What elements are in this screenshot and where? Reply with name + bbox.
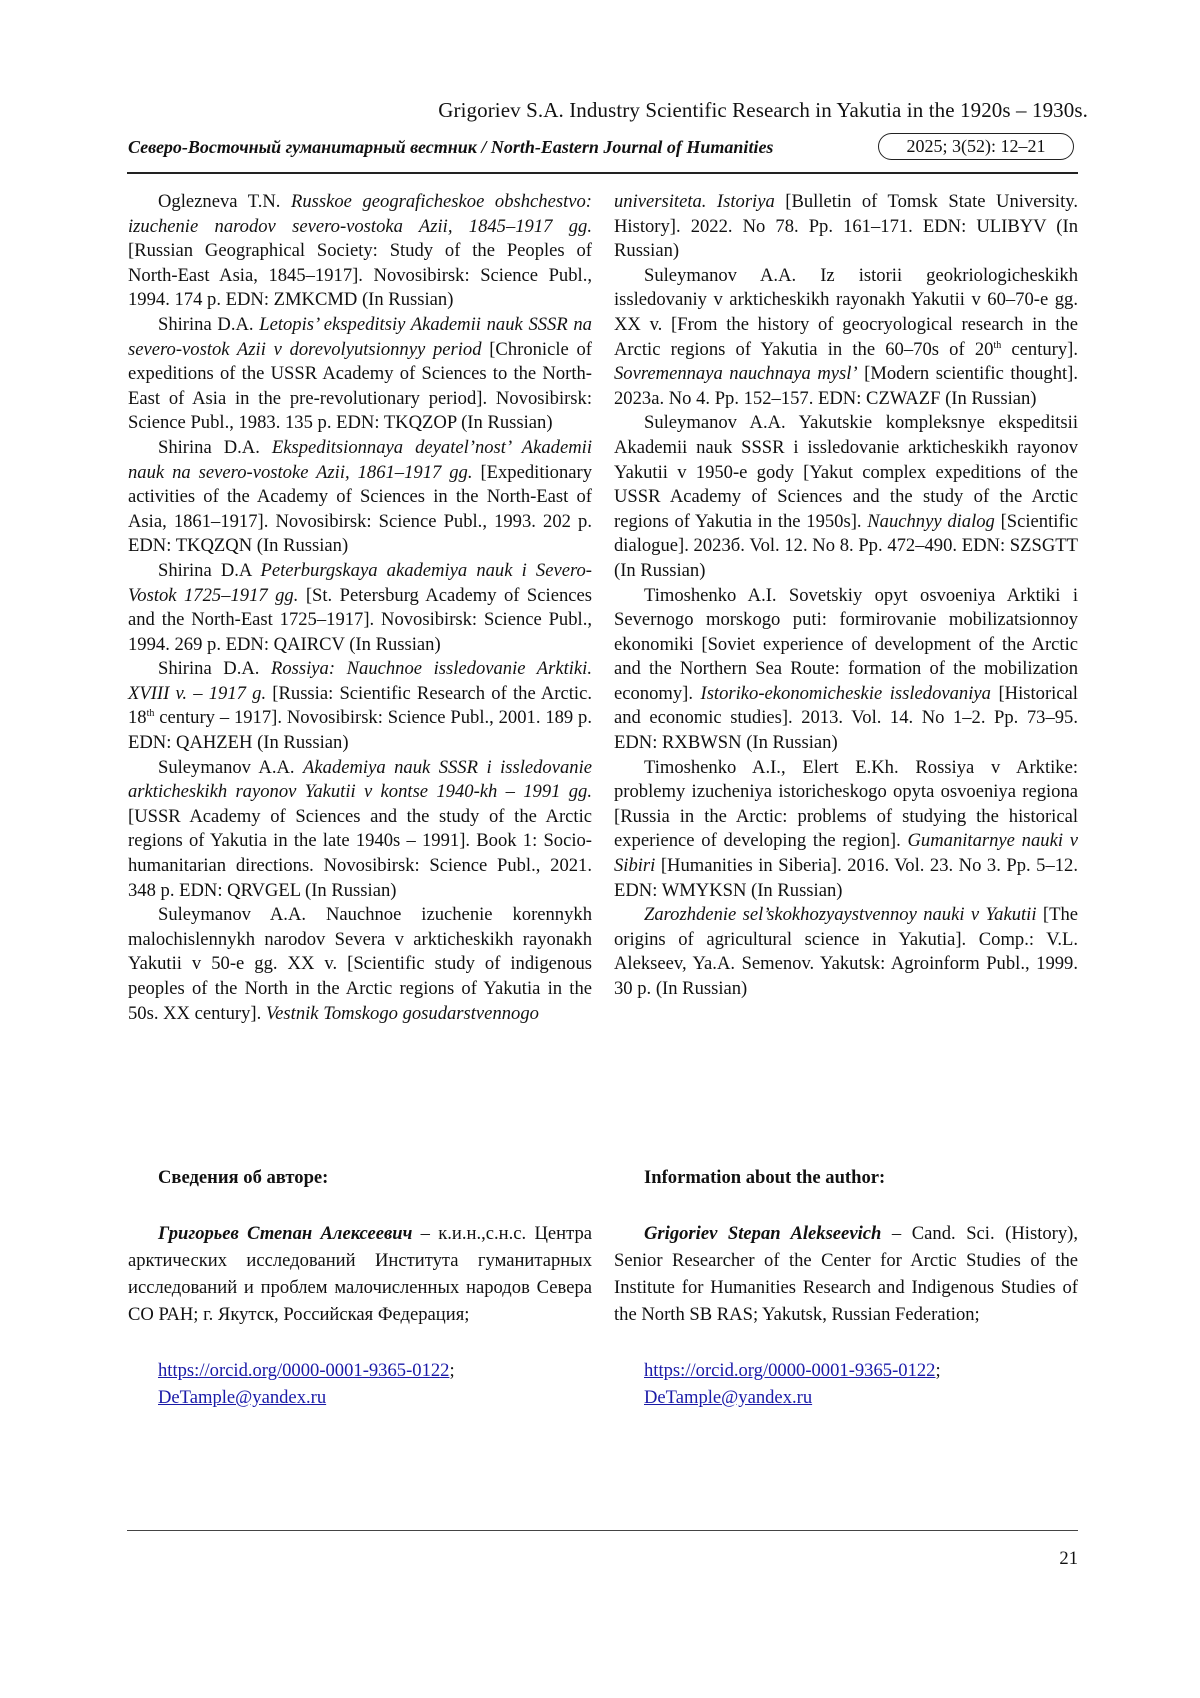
reference-item: Timoshenko A.I. Sovetskiy opyt osvoeniya Arktiki i Severnogo morskogo puti: formirovanie mobilizatsionnoy ekonomiki [Soviet experience of development of the Arctic and the Northern Sea Route: formation of the mobilization economy]. Istoriko-ekonomicheskie issledovaniya [Historical and economic studies]. 2013. Vol. 14. No 1–2. Pp. 73–95. EDN: RXBWSN (In Russian) [614, 584, 1078, 754]
author-info-russian [128, 1164, 592, 1411]
reference-item: Suleymanov A.A. Akademiya nauk SSSR i issledovanie arkticheskikh rayonov Yakutii v kontse 1940-kh – 1991 gg. [USSR Academy of Sciences and the study of the Arctic regions of Yakutia in the late 1940s – 1991]. Book 1: Socio-humanitarian directions. Novosibirsk: Science Publ., 2021. 348 p. EDN: QRVGEL (In Russian) [128, 756, 592, 901]
author-links: https://orcid.org/0000-0001-9365-0122; DeTample@yandex.ru [644, 1357, 1078, 1411]
orcid-link[interactable]: https://orcid.org/0000-0001-9365-0122 [158, 1360, 450, 1381]
running-title: Grigoriev S.A. Industry Scientific Research in Yakutia in the 1920s – 1930s. [438, 98, 1088, 122]
email-link[interactable]: DeTample@yandex.ru [158, 1387, 327, 1408]
page-number: 21 [1059, 1548, 1078, 1569]
footer-rule [127, 1530, 1078, 1531]
reference-item-continued: universiteta. Istoriya [Bulletin of Tomsk State University. History]. 2022. No 78. Pp. 161–171. EDN: ULIBYV (In Russian) [614, 191, 1078, 262]
author-bio: Григорьев Степан Алексеевич – к.и.н.,с.н.с. Центра арктических исследований Института гуманитарных исследований и проблем малочисленных народов Севера СО РАН; г. Якутск, Российская Федерация; [128, 1223, 592, 1325]
reference-item: Shirina D.A. Ekspeditsionnaya deyatel’nost’ Akademii nauk na severo-vostoke Azii, 1861–1917 gg. [Expeditionary activities of the Academy of Sciences in the North-East of Asia, 1861–1917]. Novosibirsk: Science Publ., 1993. 202 p. EDN: TKQZQN (In Russian) [128, 436, 592, 557]
header-rule [127, 172, 1078, 174]
reference-item: Suleymanov A.A. Nauchnoe izuchenie korennykh malochislennykh narodov Severa v arkticheskikh rayonakh Yakutii v 50-e gg. XX v. [Scientific study of indigenous peoples of the North in the Arctic regions of Yakutia in the 50s. XX century]. Vestnik Tomskogo gosudarstvennogo [128, 904, 592, 1024]
reference-item: Shirina D.A. Rossiya: Nauchnoe issledovanie Arktiki. XVIII v. – 1917 g. [Russia: Scientific Research of the Arctic. 18th century – 1917]. Novosibirsk: Science Publ., 2001. 189 p. EDN: QAHZEH (In Russian) [128, 658, 592, 754]
reference-item: Shirina D.A. Letopis’ ekspeditsiy Akademii nauk SSSR na severo-vostok Azii v dorevolyutsionnyy period [Chronicle of expeditions of the USSR Academy of Sciences to the North-East of Asia in the pre-revolutionary period]. Novosibirsk: Science Publ., 1983. 135 p. EDN: TKQZOP (In Russian) [128, 313, 592, 434]
author-links: https://orcid.org/0000-0001-9365-0122; DeTample@yandex.ru [158, 1357, 592, 1411]
author-name: Grigoriev Stepan Alekseevich [644, 1223, 882, 1244]
issue-badge: 2025; 3(52): 12–21 [878, 133, 1074, 160]
author-heading: Information about the author: [644, 1167, 886, 1188]
email-link[interactable]: DeTample@yandex.ru [644, 1387, 813, 1408]
reference-item: Shirina D.A Peterburgskaya akademiya nauk i Severo-Vostok 1725–1917 gg. [St. Petersburg Academy of Sciences and the North-East 1725–1917]. Novosibirsk: Science Publ., 1994. 269 p. EDN: QAIRCV (In Russian) [128, 559, 592, 655]
orcid-link[interactable]: https://orcid.org/0000-0001-9365-0122 [644, 1360, 936, 1381]
references-left-column [128, 190, 592, 1026]
author-bio: Grigoriev Stepan Alekseevich – Cand. Sci. (History), Senior Researcher of the Center for Arctic Studies of the Institute for Humanities Research and Indigenous Studies of the North SB RAS; Yakutsk, Russian Federation; [614, 1223, 1078, 1325]
reference-item: Suleymanov A.A. Iz istorii geokriologicheskikh issledovaniy v arkticheskikh rayonakh Yakutii v 60–70-e gg. XX v. [From the history of geocryological research in the Arctic regions of Yakutia in the 60–70s of 20th century]. Sovremennaya nauchnaya mysl’ [Modern scientific thought]. 2023a. No 4. Pp. 152–157. EDN: CZWAZF (In Russian) [614, 264, 1079, 409]
author-heading: Сведения об авторе: [158, 1167, 329, 1188]
reference-item: Timoshenko A.I., Elert E.Kh. Rossiya v Arktike: problemy izucheniya istoricheskogo opyta osvoeniya regiona [Russia in the Arctic: problems of studying the historical experience of developing the region]. Gumanitarnye nauki v Sibiri [Humanities in Siberia]. 2016. Vol. 23. No 3. Pp. 5–12. EDN: WMYKSN (In Russian) [614, 756, 1079, 901]
reference-item: Oglezneva T.N. Russkoe geograficheskoe obshchestvo: izuchenie narodov severo-vostoka Azii, 1845–1917 gg. [Russian Geographical Society: Study of the Peoples of North-East Asia, 1845–1917]. Novosibirsk: Science Publ., 1994. 174 p. EDN: ZMKCMD (In Russian) [128, 191, 592, 311]
journal-title: Северо-Восточный гуманитарный вестник / North-Eastern Journal of Humanities [128, 137, 774, 157]
author-name: Григорьев Степан Алексеевич [158, 1223, 413, 1244]
author-info-english [614, 1164, 1078, 1411]
reference-item: Zarozhdenie sel’skokhozyaystvennoy nauki v Yakutii [The origins of agricultural science in Yakutia]. Comp.: V.L. Alekseev, Ya.A. Semenov. Yakutsk: Agroinform Publ., 1999. 30 p. (In Russian) [614, 904, 1078, 999]
reference-item: Suleymanov A.A. Yakutskie kompleksnye ekspeditsii Akademii nauk SSSR i issledovanie arkticheskikh rayonov Yakutii v 1950-e gody [Yakut complex expeditions of the USSR Academy of Sciences and the study of the Arctic regions of Yakutia in the 1950s]. Nauchnyy dialog [Scientific dialogue]. 2023б. Vol. 12. No 8. Pp. 472–490. EDN: SZSGTT (In Russian) [614, 412, 1079, 581]
references-right-column [614, 190, 1078, 1002]
